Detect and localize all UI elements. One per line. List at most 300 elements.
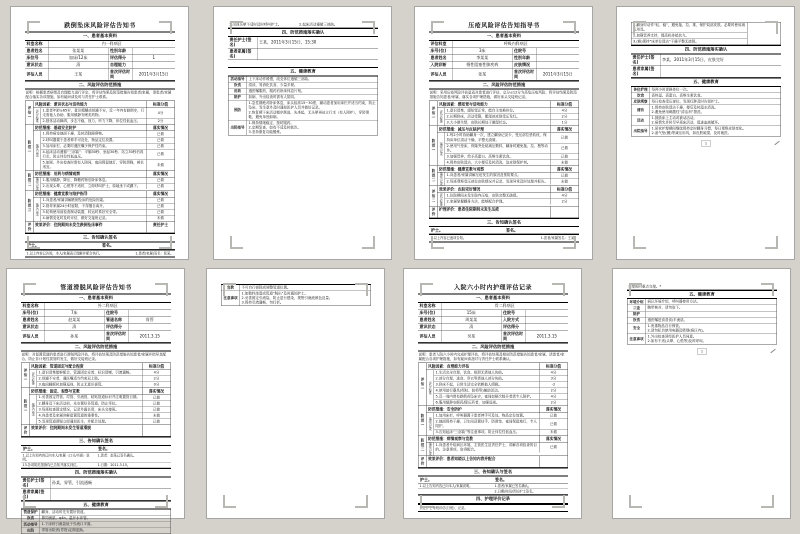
edu-label: 清洁 [632,105,651,115]
risk-item [445,199,579,205]
field-table [25,41,175,81]
text-cell: 2.起床活动遵循三部曲。 [299,22,338,27]
signature-cell: 护士。 [23,446,35,452]
field-value [536,48,579,55]
crop-mark-icon [761,495,774,508]
risk-item-value: 1分 [550,120,579,126]
group-header [438,206,579,217]
group-side-label: 防范二 [26,171,34,191]
edu-text [646,323,777,333]
risk-item-value: 2分 [550,199,579,205]
risk-item-text: 5.如厕、外出检查时需有人陪同，夜间保留地灯，穿防滑鞋，裤长适宜。 [42,160,144,170]
group-header-score: 落实情况 [550,166,579,172]
group-sub-label: 评分标准 [438,108,446,126]
note-text: 说明：采用压疮风险评估量表对患者进行评估，总分≤12分为高危压疮风险，将评估结果及防范措施告知患者/家属，落实各项护理措施，做好床头交接班记录。 [429,90,579,102]
field-row [25,41,175,48]
risk-item-text: 1.生活完全自理，饮食、排泄无需他人协助。 [435,370,506,375]
page-6[interactable] [206,268,385,519]
edu-line: 2.病情允许时尽早离床活动，促进血液循环。 [651,120,722,125]
field-label: 患者姓名 [430,55,447,61]
risk-item-value: 2分 [539,400,568,406]
risk-item-text: 3.轮椅使用前检查制动装置，转运时系好安全带。 [42,210,120,215]
field-value [132,48,175,55]
text-cell: 1.出现头晕不适时及时呼叫护士。 [229,22,282,27]
edu-line: 2.恢复期下床活动循序渐进，先坐起，无头晕再站立行走（有人陪护），穿防滑鞋，避免单独如厕。 [248,110,370,119]
edu-text [40,528,171,534]
risk-item-text: 2.指导家属24小时留陪，不得擅自离开。 [42,203,107,208]
field-row [25,48,175,55]
field-label: 评估人员 [430,71,447,77]
footer-left: 责任护士每班评估(日班)、记录。 [419,506,468,510]
group-header [438,166,579,173]
edu-line: 2.请勿私自使用电器及吸烟(病区内)。 [647,328,707,333]
risk-item-value: 已做 [539,413,568,419]
edu-line: 1.贵重物品自行保管。 [647,323,683,328]
section-header: 五、健康教育 [21,500,171,509]
field-value: 张某某 [48,48,108,55]
edu-text [247,83,378,89]
footer-right: 1.患者/家属签名：王某。 [540,236,578,241]
education-table [21,510,171,534]
edu-text [240,285,371,291]
field-value: 2011.3.15 [128,331,171,342]
page-number-wrap [627,349,777,355]
group-sub-label: 落实记录 [30,395,38,425]
risk-item-value: 4分 [142,370,171,376]
education-table [627,299,777,344]
education-table [228,77,378,136]
field-value: 2011.3.15 [525,331,568,342]
page-5-content [7,269,185,533]
edu-row [229,101,378,121]
risk-item-value: 未做 [146,216,175,222]
risk-item [41,160,175,170]
risk-group [21,363,171,388]
edu-line: 上下床动作缓慢，改变体位遵循三部曲。 [248,77,312,81]
edu-text [247,77,378,83]
risk-item-text: 2.长期卧床，活动受限，骶尾部皮肤受压发红。 [446,114,520,119]
form-title: 管道滑脱风险评估告知书 [60,284,132,291]
crop-mark-icon [23,495,36,508]
risk-item-value: 已做 [142,401,171,407]
risk-item-text: 3.加用床栏，必要时遵医嘱予保护性约束。 [42,143,109,148]
edu-text [646,311,777,317]
field-label: 意识状态 [419,324,436,330]
group-header-text: 防范措施：用药与病情观察 [35,171,80,176]
field-row [418,317,568,324]
field-value [128,310,171,317]
group-side-label: 评估一 [419,363,427,405]
form-title: 跌倒坠床风险评估告知书 [64,22,136,29]
group-header-text: 效果评价：患者知晓以上告知内容并配合 [428,456,496,461]
edu-text [650,93,781,99]
group-side-label: 评估一 [430,101,438,125]
crop-mark-icon [431,236,444,249]
field-row [418,331,568,343]
edu-line: 2.如有不适(头晕、心慌等)及时呼叫。 [647,338,707,343]
crop-mark-icon [629,495,642,508]
group-header [438,101,579,108]
field-row [21,477,171,489]
group-header [30,388,171,395]
risk-item-text: 4.起床活动遵循“三部曲”：平躺30秒、坐起30秒、站立30秒后再行走，防止体位性低血压。 [42,149,144,159]
section-header: 三、告知确认与签名 [418,467,568,476]
field-row [631,66,781,78]
field-row [429,69,579,81]
field-value: 李某某 [452,55,512,62]
field-label: 住院号 [512,48,536,55]
crop-mark-icon [633,21,646,34]
field-label: 床号(位) [419,310,436,316]
field-value: 吴某 [441,331,501,342]
risk-item-text: 6.服用镇静安眠药/降压药者，加强巡视。 [435,400,500,405]
field-label: 性别年龄 [512,55,536,62]
edu-label: 安全 [628,323,647,333]
field-value [536,55,579,62]
risk-group [429,186,579,206]
edu-row [632,105,781,116]
risk-item [41,149,175,160]
edu-label: 出院指导 [229,120,248,135]
field-value: 王某，2011年3月15日，15:30 [257,37,378,48]
edu-label: 活动指导 [229,77,248,83]
risk-item-value: 2分 [550,114,579,120]
field-value: 内一科病区 [48,41,175,48]
field-value: 骨二科病区 [441,303,568,310]
note-text: 说明：根据患者病情及自理能力进行评定，将评估结果及防范措施告知患者/家属，请患者/家属配合落实各项措施，如有疑问请及时与责任护士联系。 [25,90,175,102]
risk-item [37,382,171,388]
page-7[interactable] [403,268,582,519]
field-label: 评估人员 [22,333,39,339]
field-label: 床号(位) [22,310,39,316]
edu-label: 出院 [22,528,41,534]
field-row [429,48,579,55]
edu-label: 用药 [229,89,248,95]
field-value: 清 [44,324,104,331]
section-header: 二、风险评估防范措施 [418,342,568,351]
group-header [438,126,579,133]
risk-item-value: 未做 [146,160,175,170]
crop-mark-icon [431,21,444,34]
field-value: 3床 [452,48,512,55]
risk-item-value: 3分 [539,376,568,382]
risk-item-value: 未做 [550,179,579,185]
edu-line: 清淡、易消化饮食，少量多餐。 [248,83,298,88]
field-label: 患者姓名 [419,317,436,323]
field-row [21,303,171,310]
risk-item-text: 2.每班观察受压部位皮肤情况并记录，发现异常及时处理并报告。 [446,179,548,184]
risk-item-value: 已做 [146,149,175,159]
risk-item [445,160,579,166]
crop-mark-icon [552,283,565,296]
signature-note-row [21,453,171,463]
group-side-label: 评价 [22,425,30,436]
signature-cell: 签名。 [495,477,507,482]
section-header: 五、健康教育 [228,67,378,76]
group-sub-label: 落实记录 [427,413,435,435]
group-side-label: 防范一 [419,406,427,435]
education-table [631,87,781,137]
signature-note: 2.日期/时间/责任护士签名。 [494,489,536,494]
group-header-text: 风险因素：感知觉与活动能力 [439,101,488,107]
edu-line: 2.备气垫(圈)等减压用具，如皮肤破损，及时就医。 [651,131,732,136]
risk-item-value: 未做 [550,160,579,166]
field-label: 责任护士(签名) [22,477,45,488]
field-label: 科室名称 [22,303,39,309]
field-value: 2011年3月15日 [536,69,579,80]
group-header-score: 标准分值 [539,363,568,369]
risk-group [429,101,579,126]
group-header-text: 防范措施：安全防护 [428,406,462,412]
signature-block [418,477,568,495]
group-header-score [539,456,568,467]
field-label: 住院号 [104,310,128,317]
field-value: 赵某某 [44,317,104,324]
crop-mark-icon [355,495,368,508]
signature-row [429,227,579,234]
risk-group [25,125,175,171]
field-value: 孙某，胃管，引流通畅 [50,477,171,488]
field-value: 周某某 [441,317,501,324]
risk-item-text: 1.向患者介绍病区环境、主管医生及责任护士，讲解各项检查的目的、注意事项，取得配合。 [435,442,537,452]
group-header-text: 护理评价：患者住院期间未发生压疮 [439,207,499,212]
signature-note: 1.日期：2011.3.15。 [97,462,131,467]
edu-label: 饮食 [628,317,647,323]
risk-group [418,406,568,435]
field-value: 清 [441,324,501,331]
risk-item-value: 已做 [142,395,171,401]
signature-note [418,489,493,494]
risk-item-text: 1.意识清楚能够配合，管道固定妥善，标识清晰，引流通畅。 [38,370,133,375]
field-label: 评估科室 [430,41,447,47]
page-4[interactable] [616,6,795,260]
field-table [228,37,378,60]
field-row [21,310,171,317]
field-table [631,55,781,78]
form-title: 压疮风险评估告知指导书 [468,22,540,29]
edu-text [247,120,378,135]
edu-text [650,126,781,136]
risk-item-text: 1.向患者/家属讲解跌倒坠床的危险因素。 [42,197,107,202]
risk-item-text: 1.向患者/家属讲解压疮发生的原因及预防要点。 [446,173,522,178]
group-sub-label: 评分标准 [30,370,38,388]
risk-group [25,171,175,191]
risk-item-text: 2.地面保持干燥，卫生间设置扶手、防滑垫，夜间保留地灯，专人陪护。 [435,419,537,428]
continued-table [631,22,781,45]
edu-row [229,120,378,135]
crop-mark-icon [159,236,172,249]
risk-item-value: 已做 [146,203,175,209]
group-header-score: 落实情况 [142,388,171,394]
page-7-content [404,269,582,520]
edu-text [646,299,777,305]
edu-line: 不可自行拔除或调整管道位置。 [241,285,291,290]
group-header [34,171,175,178]
risk-item-text: 3.卧床不起，日常生活完全依赖他人照顾。 [435,382,502,387]
field-row [21,324,171,331]
section-header: 二、风险评估防范措施 [21,342,171,351]
crop-mark-icon [27,236,40,249]
field-label: 患者家属(签名) [632,66,655,76]
risk-item-value: 已做 [146,197,175,203]
risk-item [445,179,579,185]
field-value: 2011年3月15日 [132,69,175,80]
group-header-score: 标准分值 [550,101,579,107]
risk-item-value: 4分 [539,394,568,400]
risk-item [41,119,175,125]
risk-item-text: 5.发现管道滑脱立即通知医生，并配合处理。 [38,419,109,424]
signature-block [25,242,175,249]
edu-label: 饮食 [229,83,248,89]
group-header-text: 防范措施：减压与皮肤护理 [439,126,484,132]
risk-item [41,183,175,189]
crop-mark-icon [159,21,172,34]
signature-block [21,446,171,468]
text-cell: 交接班时重点交接。* [628,284,662,289]
field-value: 1 [132,55,175,62]
risk-item [434,400,568,406]
field-label: 入院诊断 [430,62,447,68]
field-label: 首次评估时间 [503,331,523,341]
edu-line: 带管出院者(胃管)定期更换。 [41,528,87,533]
section-header: 一、患者基本资料 [21,294,171,303]
risk-item-text: 4.向患者及家属讲解留置管道的重要性。 [38,413,102,418]
signature-cell: 护士。 [420,477,432,482]
risk-item-text: 2.呼叫器置于患者伸手可及处，物品定位放置。 [42,137,116,142]
risk-item-value: 已做 [146,143,175,149]
signature-cell: 签名。 [98,446,110,452]
edu-row [632,126,781,136]
field-label: 意识状态 [22,324,39,330]
signature-note: 13.各项防范措施均已告知并落实到位。 [22,462,80,467]
edu-line: 鼻饲流质，q4h，温开水冲管。 [41,516,91,521]
section-header: 二、风险评估防范措施 [25,80,175,89]
page-1[interactable] [10,6,189,260]
field-value: 外二科病区 [44,303,171,310]
signature-note: 1.以上告知内容已向本人/家属（口头/书面）说明。 [22,453,90,462]
field-value [525,310,568,317]
edu-label: 出院指导 [632,126,651,136]
risk-item-value: 2分 [539,388,568,394]
edu-line: 2.避免使用刺激性“清洁剂”擦洗。 [651,110,704,114]
group-side-label: 防范一 [26,125,34,171]
field-value [525,324,568,331]
risk-item-text: 1.每2小时协助翻身一次，建立翻身记录卡，受压部位垫软枕，保持床单位清洁干燥、平整无渣屑。 [446,133,547,142]
pen-mark-icon [770,349,775,353]
risk-group [418,436,568,456]
group-side-label: 防范三 [26,191,34,221]
risk-item-value: 已做 [146,210,175,216]
group-header-text: 效果评价：住院期间未发生跌倒坠床事件 [35,222,103,227]
risk-item-text: 3.告知起床“三部曲”等注意事项，防止体位性低血压。 [435,430,520,435]
group-sub-label: 落实记录 [35,177,40,191]
edu-row [222,291,371,306]
edu-line: 3.保持引流通畅，勿打折。 [241,300,284,305]
group-side-label: 评估一 [22,363,30,387]
crop-mark-icon [155,495,168,508]
field-label: 性别年龄 [108,48,132,55]
section-header: 五、健康教育 [631,78,781,87]
field-label: 科室名称 [26,41,43,47]
crop-mark-icon [230,21,243,34]
edu-line: 每两小时更换体位一次。 [651,87,690,92]
edu-label: 活动 [632,116,651,126]
risk-item-value: 未做 [142,413,171,419]
signature-note-row [418,489,568,495]
group-header-text: 防范措施：健康宣教与观察 [439,166,484,172]
risk-item-text: 2.出现头晕、心慌等不适时，立即呼叫护士，原地坐下或蹲下。 [42,183,141,188]
risk-item-value: 4分 [539,370,568,376]
field-label: 管道名称 [104,317,128,324]
continued-row: 3.(略)保持“床单位清洁”干燥平整无渣屑。 [633,39,699,44]
crop-mark-icon [552,495,565,508]
field-table [21,303,171,343]
edu-text [646,317,777,323]
field-table [418,303,568,343]
risk-item [41,216,175,222]
risk-item [434,419,568,430]
field-row [21,489,171,501]
crop-mark-icon [223,283,236,296]
risk-item-text: 1.患者年龄≥65岁，意识模糊或烦躁不安，近一年内有跌倒史，行走需他人协助，服用镇静安眠类药物。 [42,108,145,117]
risk-item-value: -2 [539,382,568,388]
continued-row: 1.翻身时动作“轻、稳”，避免拖、拉、推，保护局部皮肤。必要时使用减压用具。 [632,23,748,34]
risk-item-value: 已做 [146,183,175,189]
signature-block [429,227,579,234]
signature-note-row [21,462,171,468]
signature-cell: 护士。 [27,243,39,248]
crop-mark-icon [362,236,375,249]
crop-mark-icon [563,21,576,34]
risk-group [429,166,579,186]
signature-cell: 签名。 [102,243,114,248]
edu-label: 预防 [229,101,248,120]
field-value: 孙某 [44,331,104,342]
crop-mark-icon [765,21,778,34]
signature-note: 1.患者：赵某已签名确认。 [97,453,137,458]
group-header-score: 落实情况 [539,406,568,412]
page-3[interactable] [414,6,593,260]
page-5[interactable] [6,268,185,533]
edu-line: 遵医嘱进食普食/半流质。 [647,317,688,322]
group-header-text: 防范措施：健康宣教与陪护指导 [35,191,88,196]
risk-item-text: 1.加用床栏，呼叫器置于患者伸手可及处，物品定位放置。 [435,413,527,418]
field-label: 床位号 [26,55,39,61]
group-side-label: 评价 [419,456,427,467]
edu-text [650,105,781,115]
edu-line: 2.定期复查，如有不适及时就诊。 [248,125,301,130]
risk-item-text: 4.病情变化时及时评估，做好交接班记录。 [42,216,109,221]
section-header: 二、风险评估防范措施 [429,80,579,89]
crop-mark-icon [761,283,774,296]
field-label: 首次评估时间 [106,331,126,341]
crop-mark-icon [765,236,778,249]
edu-line: 每日检查受压部位，发现红肿及时告知护士。 [651,99,722,104]
page-8[interactable] [612,268,791,519]
field-value [525,317,568,324]
group-header [34,222,175,233]
field-value [50,489,171,500]
edu-label: 注意事项 [222,291,241,306]
risk-group [21,425,171,437]
section-header: 一、患者基本资料 [25,32,175,41]
risk-item-text: 4.使用助行器具(拐杖、轮椅等)辅助活动。 [435,388,502,393]
group-sub-label: 落实记录 [428,442,433,456]
risk-item-value: 4分 [550,193,579,199]
edu-label: 体位护理 [632,87,651,93]
edu-line: 翻身、活动时先安置好管道。 [41,510,87,515]
page-2[interactable] [213,6,392,260]
